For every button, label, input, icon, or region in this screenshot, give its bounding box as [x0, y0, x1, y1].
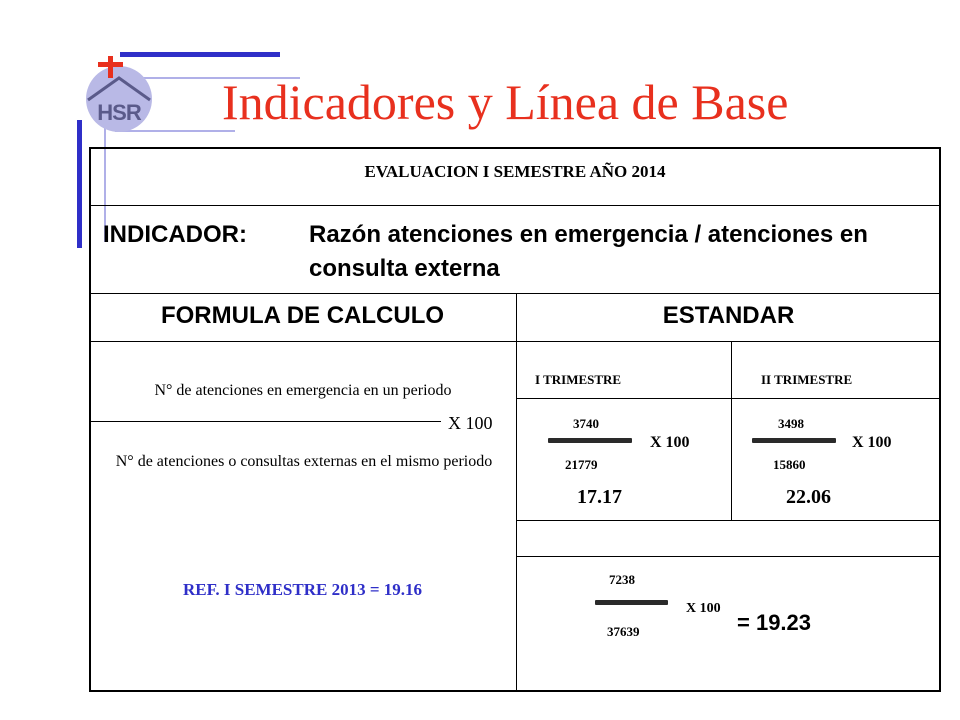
standard-divider [516, 520, 941, 521]
semester-multiplier: X 100 [686, 601, 721, 616]
semester-numerator: 7238 [609, 572, 635, 587]
trimester-divider [731, 341, 732, 520]
column-divider [516, 293, 517, 692]
fraction-bar [89, 421, 441, 422]
logo-letters: HSR [97, 100, 141, 125]
formula-denominator: N° de atenciones o consultas externas en el mismo periodo [115, 453, 493, 470]
trimester-multiplier: X 100 [852, 434, 892, 451]
standard-divider [516, 556, 941, 557]
standard-header: ESTANDAR [662, 302, 795, 329]
trimester-numerator: 3740 [573, 416, 599, 431]
hospital-logo [78, 54, 160, 136]
trimester-label: II TRIMESTRE [761, 372, 853, 387]
trimester-result: 22.06 [786, 486, 831, 508]
reference-value: REF. I SEMESTRE 2013 = 19.16 [182, 580, 423, 599]
semester-result: = 19.23 [737, 610, 812, 635]
semester-denominator: 37639 [607, 624, 640, 639]
decorative-line-vertical [77, 120, 82, 248]
table-divider [89, 205, 941, 206]
trimester-label: I TRIMESTRE [535, 372, 622, 387]
table-divider [89, 341, 941, 342]
evaluation-header: EVALUACION I SEMESTRE AÑO 2014 [364, 162, 666, 181]
trimester-denominator: 15860 [773, 457, 806, 472]
fraction-bar [752, 438, 836, 443]
slide-title: Indicadores y Línea de Base [222, 74, 789, 130]
trimester-denominator: 21779 [565, 457, 598, 472]
trimester-result: 17.17 [577, 486, 622, 508]
fraction-bar [548, 438, 632, 443]
fraction-bar [595, 600, 668, 605]
trimester-divider [516, 398, 941, 399]
formula-numerator: N° de atenciones en emergencia en un periodo [154, 382, 452, 399]
indicator-label: INDICADOR: [103, 221, 247, 248]
formula-header: FORMULA DE CALCULO [160, 302, 445, 329]
trimester-numerator: 3498 [778, 416, 804, 431]
indicator-text: Razón atenciones en emergencia / atenciones en consulta externa [309, 221, 868, 282]
trimester-multiplier: X 100 [650, 434, 690, 451]
formula-multiplier: X 100 [448, 413, 493, 433]
table-divider [89, 293, 941, 294]
